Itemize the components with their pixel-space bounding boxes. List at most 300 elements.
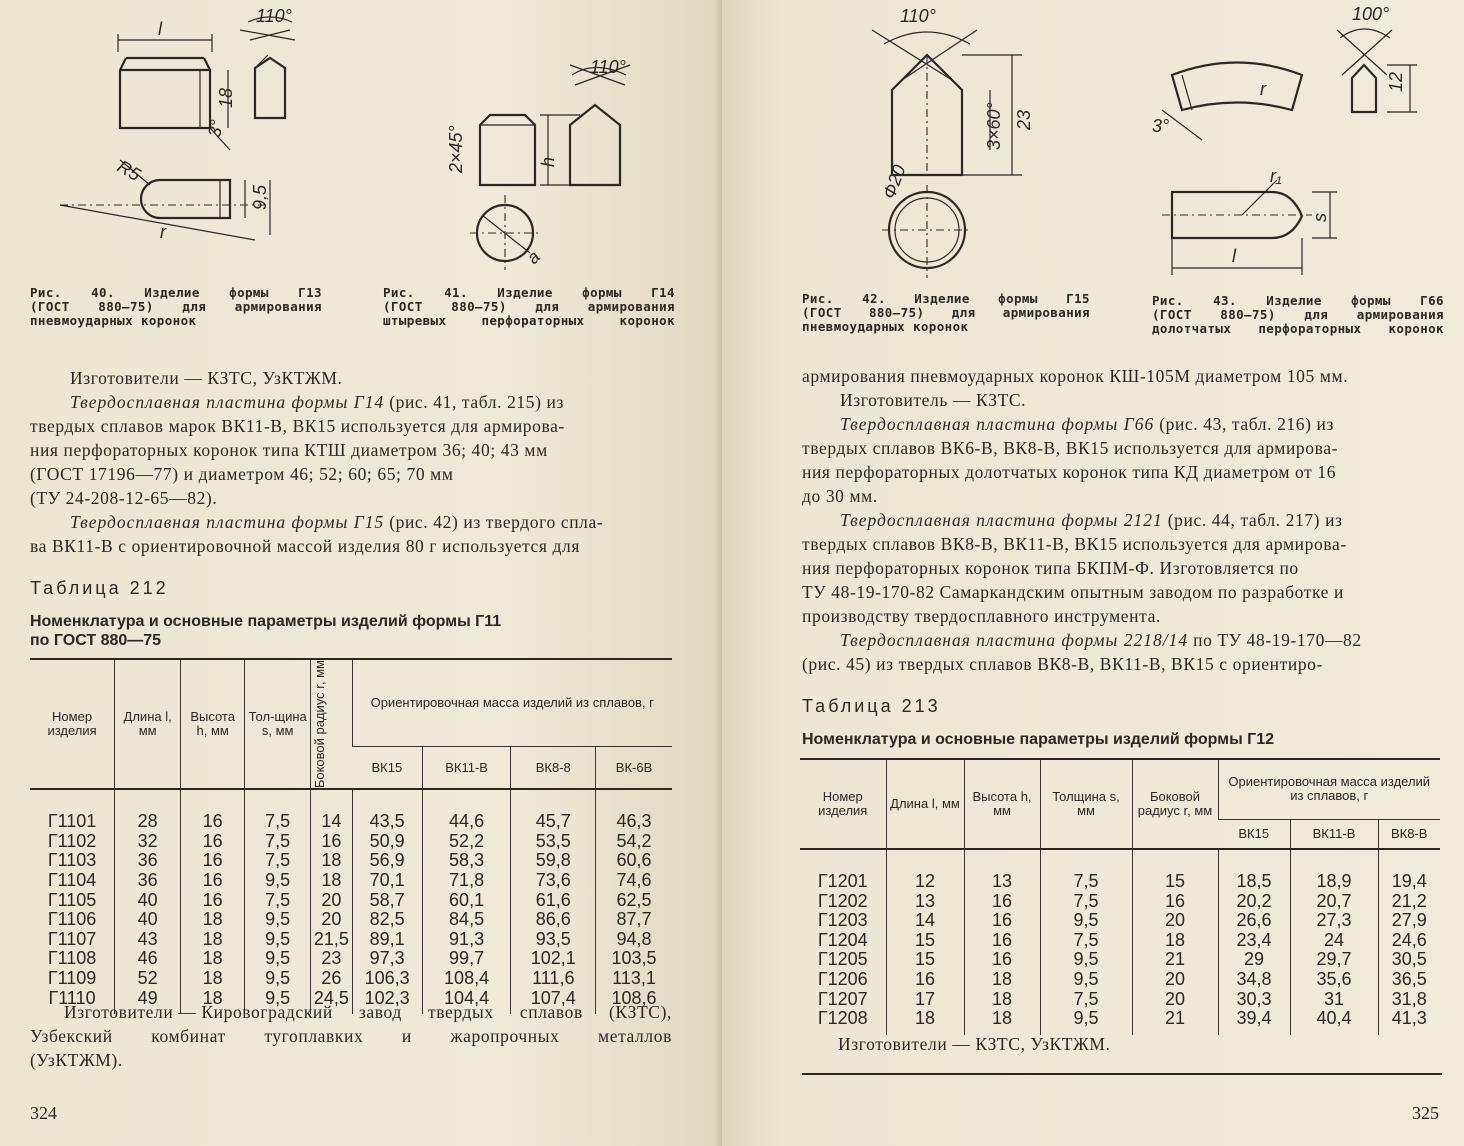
table-row xyxy=(30,949,672,969)
figure-40-drawing xyxy=(50,0,310,270)
table-cell: 84,5 xyxy=(422,910,511,930)
table-cell: 9,5 xyxy=(245,871,311,891)
table-cell: 18 xyxy=(964,1009,1040,1035)
body-line-text: (рис. 45) из твердых сплавов ВК8-В, ВК11-В, ВК15 с ориентиро- xyxy=(802,654,1323,674)
table-row xyxy=(800,970,1440,990)
fig43-s-label: s xyxy=(1310,213,1330,222)
page-number-left: 324 xyxy=(30,1103,57,1123)
body-line xyxy=(802,652,1442,676)
body-line-text: до 30 мм. xyxy=(802,486,878,506)
table-cell: 32 xyxy=(115,832,181,852)
cell-item-number: Г1208 xyxy=(817,1008,868,1029)
fig41-cap-word: 880—75) xyxy=(451,299,507,314)
table-212-number: Таблица 212 xyxy=(30,578,169,598)
figure-43-caption xyxy=(1152,294,1444,336)
table-cell: 14 xyxy=(311,789,352,832)
table-cell: 28 xyxy=(115,789,181,832)
cell-item-number: Г1103 xyxy=(47,850,97,871)
table-row xyxy=(800,931,1440,951)
fig40-thickness-label: 9,5 xyxy=(250,184,270,210)
table-cell: 18 xyxy=(886,1009,964,1035)
table-cell: 27,9 xyxy=(1378,911,1440,931)
fig42-cap-word: 42. xyxy=(862,291,886,306)
table-cell: 36 xyxy=(115,851,181,871)
body-line-text: (рис. 43, табл. 216) из xyxy=(1154,414,1335,434)
figure-41-caption xyxy=(383,286,675,328)
th-height: Высота h, мм xyxy=(964,759,1040,849)
body-line xyxy=(30,534,672,558)
table-212-title-line2: по ГОСТ 880—75 xyxy=(30,632,162,649)
table-cell: 46 xyxy=(115,949,181,969)
table-cell: 18 xyxy=(964,970,1040,990)
table-cell: 59,8 xyxy=(511,851,596,871)
table-cell: 15 xyxy=(886,931,964,951)
fig41-cap-word: для xyxy=(535,299,560,314)
table-cell: 103,5 xyxy=(596,949,672,969)
table-cell: 16 xyxy=(181,871,245,891)
table-cell: 43 xyxy=(115,930,181,950)
footer-word: Изготовители — Кировоградский xyxy=(64,1002,333,1022)
table-cell: 86,6 xyxy=(511,910,596,930)
table-cell: 9,5 xyxy=(1040,970,1132,990)
cell-item-number: Г1202 xyxy=(817,890,868,911)
table-row xyxy=(30,930,672,950)
table-cell: 17 xyxy=(886,990,964,1010)
table-cell: 40 xyxy=(115,910,181,930)
table-cell: 87,7 xyxy=(596,910,672,930)
figure-43-drawing xyxy=(1152,0,1452,285)
table-cell: 14 xyxy=(886,911,964,931)
body-line-text: по ТУ 48-19-170—82 xyxy=(1188,630,1362,650)
table-cell: 36 xyxy=(115,871,181,891)
table-cell: 34,8 xyxy=(1218,970,1290,990)
fig42-height-label: 23 xyxy=(1014,109,1034,130)
table-cell: 108,4 xyxy=(422,969,511,989)
table-cell: 54,2 xyxy=(596,832,672,852)
table-cell: 7,5 xyxy=(245,832,311,852)
table-row xyxy=(30,969,672,989)
body-line-text: (рис. 41, табл. 215) из xyxy=(384,392,565,412)
table-cell: 9,5 xyxy=(1040,1009,1132,1035)
body-line xyxy=(802,532,1442,556)
table-cell: 74,6 xyxy=(596,871,672,891)
fig41-cap-word: армирования xyxy=(587,299,675,314)
table-cell: 94,8 xyxy=(596,930,672,950)
body-line-italic: Твердосплавная пластина формы Г66 xyxy=(840,414,1155,434)
fig42-cap-word: Изделие xyxy=(914,291,970,306)
th-alloy: ВК8-В xyxy=(1378,819,1440,849)
table-cell: 102,3 xyxy=(352,989,422,1015)
table-cell: 29 xyxy=(1218,950,1290,970)
table-cell: 18 xyxy=(181,949,245,969)
fig40-cap-word: 880—75) xyxy=(98,299,154,314)
body-line xyxy=(30,486,672,510)
table-cell: 9,5 xyxy=(245,910,311,930)
table-cell: 31 xyxy=(1290,990,1378,1010)
body-line xyxy=(802,364,1442,388)
body-line xyxy=(30,510,672,534)
table-row xyxy=(30,910,672,930)
table-cell: 16 xyxy=(181,891,245,911)
table-cell: 21,5 xyxy=(311,930,352,950)
table-cell: 20,7 xyxy=(1290,892,1378,912)
footer-line xyxy=(30,1000,672,1024)
table-cell: 89,1 xyxy=(352,930,422,950)
table-cell: 52,2 xyxy=(422,832,511,852)
body-line-text: Изготовитель — КЗТС. xyxy=(840,390,1027,410)
fig40-r-label: r xyxy=(160,222,166,242)
fig42-diameter-label: Ф20 xyxy=(878,162,910,202)
footer-word: металлов xyxy=(598,1026,672,1046)
table-cell: 99,7 xyxy=(422,949,511,969)
fig40-cap-word: Изделие xyxy=(144,285,200,300)
fig41-h-label: h xyxy=(538,156,558,167)
cell-item-number: Г1105 xyxy=(47,889,97,910)
cell-item-number: Г1108 xyxy=(47,948,97,969)
table-cell: 24,5 xyxy=(311,989,352,1015)
table-cell: 7,5 xyxy=(1040,849,1132,892)
page-number-right: 325 xyxy=(1412,1103,1439,1123)
table-cell: 97,3 xyxy=(352,949,422,969)
table-cell: 15 xyxy=(886,950,964,970)
fig40-cap-word: армирования xyxy=(234,299,322,314)
fig43-cap-word: 880—75) xyxy=(1220,307,1276,322)
footer-word: Узбекский xyxy=(30,1026,113,1046)
th-radius-text: Боковой радиус r, мм xyxy=(312,660,328,789)
table-row xyxy=(800,911,1440,931)
fig42-cap-word: (ГОСТ xyxy=(802,305,842,320)
table-cell: 41,3 xyxy=(1378,1009,1440,1035)
th-alloy: ВК11-В xyxy=(422,747,511,789)
table-cell: 18 xyxy=(181,969,245,989)
body-line-text: твердых сплавов ВК8-В, ВК11-В, ВК15 используется для армирова- xyxy=(802,534,1347,554)
table-cell: 16 xyxy=(886,970,964,990)
left-page xyxy=(0,0,722,1146)
table-cell: 18 xyxy=(311,871,352,891)
fig40-length-label: l xyxy=(158,19,162,39)
table-cell: 43,5 xyxy=(352,789,422,832)
cell-item-number: Г1106 xyxy=(47,909,97,930)
fig41-cap-word: формы xyxy=(582,285,622,300)
table-cell: 7,5 xyxy=(245,789,311,832)
cell-item-number: Г1110 xyxy=(48,987,96,1008)
fig43-angle-label: 100° xyxy=(1352,4,1390,24)
table-cell: 30,5 xyxy=(1378,950,1440,970)
fig41-chamfer-label: 2×45° xyxy=(446,125,466,173)
table-cell: 56,9 xyxy=(352,851,422,871)
cell-item-number: Г1204 xyxy=(817,929,868,950)
table-cell: 62,5 xyxy=(596,891,672,911)
table-cell: 9,5 xyxy=(245,989,311,1015)
table-cell: 107,4 xyxy=(511,989,596,1015)
cell-item-number: Г1107 xyxy=(47,928,97,949)
table-cell: 13 xyxy=(886,892,964,912)
fig40-angle-label: 110° xyxy=(256,6,292,26)
fig42-chamfer-label: 3×60° xyxy=(984,102,1004,150)
fig43-cap-word: долотчатых xyxy=(1152,321,1232,336)
table-cell: 20 xyxy=(1132,911,1218,931)
table-cell: 26,6 xyxy=(1218,911,1290,931)
table-cell: 15 xyxy=(1132,849,1218,892)
th-thickness: Толщина s, мм xyxy=(1040,759,1132,849)
th-length: Длина l, мм xyxy=(886,759,964,849)
fig43-l-label: l xyxy=(1232,246,1236,266)
fig41-cap-word: штыревых xyxy=(383,313,447,328)
body-line-text: ния перфораторных коронок типа КТШ диаметром 36; 40; 43 мм xyxy=(30,440,548,460)
fig40-cap-word: Рис. xyxy=(30,285,62,300)
table-cell: 9,5 xyxy=(1040,911,1132,931)
footer-word: жаропрочных xyxy=(450,1026,560,1046)
fig42-cap-word: Рис. xyxy=(802,291,834,306)
cell-item-number: Г1207 xyxy=(817,988,868,1009)
table-cell: 82,5 xyxy=(352,910,422,930)
table-cell: 36,5 xyxy=(1378,970,1440,990)
th-height: Высота h, мм xyxy=(181,659,245,789)
th-mass: Ориентировочная масса изделий из сплавов, г xyxy=(352,659,672,747)
fig42-cap-word: 880—75) xyxy=(868,305,925,320)
table-cell: 7,5 xyxy=(1040,892,1132,912)
table-cell: 20 xyxy=(1132,970,1218,990)
th-alloy: ВК15 xyxy=(1218,819,1290,849)
table-row xyxy=(800,892,1440,912)
th-number: Номер изделия xyxy=(30,659,115,789)
table-cell: 16 xyxy=(964,911,1040,931)
cell-item-number: Г1102 xyxy=(47,830,97,851)
table-cell: 102,1 xyxy=(511,949,596,969)
table-cell: 18 xyxy=(181,989,245,1015)
table-cell: 18 xyxy=(1132,931,1218,951)
th-alloy: ВК11-В xyxy=(1290,819,1378,849)
th-length: Длина l, мм xyxy=(115,659,181,789)
right-body-text xyxy=(802,364,1442,676)
table-212-title-line1: Номенклатура и основные параметры изделий формы Г11 xyxy=(30,613,502,630)
th-radius: Боковой радиус r, мм xyxy=(1132,759,1218,849)
table-row xyxy=(30,832,672,852)
table-cell: 93,5 xyxy=(511,930,596,950)
fig43-cap-word: Г66 xyxy=(1420,293,1444,308)
table-212-title xyxy=(30,612,670,650)
fig43-cap-word: формы xyxy=(1351,293,1391,308)
fig41-a-label: a xyxy=(522,246,544,268)
body-line xyxy=(30,438,672,462)
fig41-cap-word: 41. xyxy=(444,285,468,300)
body-line xyxy=(802,556,1442,580)
body-line-text: (ГОСТ 17196—77) и диаметром 46; 52; 60; 65; 70 мм xyxy=(30,464,454,484)
table-cell: 23,4 xyxy=(1218,931,1290,951)
th-mass: Ориентировочная масса изделий из сплавов, г xyxy=(1218,759,1440,819)
table-row xyxy=(800,990,1440,1010)
table-cell: 26 xyxy=(311,969,352,989)
fig40-cap-word: (ГОСТ xyxy=(30,299,70,314)
footer-word: и xyxy=(401,1026,412,1046)
table-cell: 31,8 xyxy=(1378,990,1440,1010)
table-212-body xyxy=(30,789,672,1014)
table-cell: 18 xyxy=(311,851,352,871)
fig43-cap-word: коронок xyxy=(1388,321,1444,336)
fig43-r-label: r xyxy=(1260,79,1266,99)
table-cell: 111,6 xyxy=(511,969,596,989)
table-cell: 20 xyxy=(311,891,352,911)
body-line-text: (рис. 42) из твердого спла- xyxy=(384,512,604,532)
fig43-cap-word: перфораторных xyxy=(1258,321,1362,336)
fig42-cap-word: для xyxy=(951,305,976,320)
table-cell: 9,5 xyxy=(245,930,311,950)
footer-word: (КЗТС), xyxy=(608,1002,672,1022)
table-213-title: Номенклатура и основные параметры изделий формы Г12 xyxy=(802,731,1275,748)
fig43-cap-word: Рис. xyxy=(1152,293,1184,308)
table-cell: 18 xyxy=(964,990,1040,1010)
cell-item-number: Г1203 xyxy=(817,910,868,931)
body-line xyxy=(802,580,1442,604)
table-cell: 53,5 xyxy=(511,832,596,852)
footer-line: (УзКТЖМ). xyxy=(30,1050,123,1070)
table-cell: 16 xyxy=(181,832,245,852)
fig42-angle-label: 110° xyxy=(900,6,936,26)
body-line-text: ва ВК11-В с ориентировочной массой изделия 80 г используется для xyxy=(30,536,581,556)
table-cell: 9,5 xyxy=(245,949,311,969)
table-cell: 16 xyxy=(964,892,1040,912)
fig41-angle-label: 110° xyxy=(590,57,626,77)
table-cell: 29,7 xyxy=(1290,950,1378,970)
footer-word: комбинат xyxy=(151,1026,226,1046)
table-cell: 21 xyxy=(1132,950,1218,970)
left-footer-text xyxy=(30,1000,672,1072)
body-line xyxy=(802,604,1442,628)
body-line xyxy=(802,460,1442,484)
table-cell: 7,5 xyxy=(1040,931,1132,951)
table-cell: 108,6 xyxy=(596,989,672,1015)
table-cell: 16 xyxy=(311,832,352,852)
footer-word: твердых xyxy=(428,1002,494,1022)
body-line xyxy=(802,436,1442,460)
body-line xyxy=(30,414,672,438)
table-cell: 40 xyxy=(115,891,181,911)
table-cell: 30,3 xyxy=(1218,990,1290,1010)
table-row xyxy=(800,1009,1440,1035)
table-213-number: Таблица 213 xyxy=(802,696,941,716)
fig40-cap-word: Г13 xyxy=(298,285,322,300)
fig43-cap-word: (ГОСТ xyxy=(1152,307,1192,322)
table-cell: 58,3 xyxy=(422,851,511,871)
body-line xyxy=(802,484,1442,508)
body-line-text: твердых сплавов ВК6-В, ВК8-В, ВК15 используется для армирова- xyxy=(802,438,1339,458)
table-cell: 20 xyxy=(1132,990,1218,1010)
table-cell: 9,5 xyxy=(245,969,311,989)
table-cell: 61,6 xyxy=(511,891,596,911)
body-line xyxy=(30,462,672,486)
table-cell: 20 xyxy=(311,910,352,930)
table-cell: 19,4 xyxy=(1378,849,1440,892)
table-cell: 71,8 xyxy=(422,871,511,891)
table-213-body xyxy=(800,849,1440,1035)
body-line xyxy=(30,366,672,390)
fig40-cap-word: 40. xyxy=(91,285,115,300)
bottom-rule xyxy=(802,1073,1442,1075)
table-cell: 13 xyxy=(964,849,1040,892)
table-cell: 21,2 xyxy=(1378,892,1440,912)
body-line-text: производству твердосплавного инструмента. xyxy=(802,606,1161,626)
table-cell: 106,3 xyxy=(352,969,422,989)
table-row xyxy=(30,871,672,891)
left-body-text xyxy=(30,366,672,558)
th-number: Номер изделия xyxy=(800,759,886,849)
fig42-cap-word: Г15 xyxy=(1066,291,1090,306)
table-row xyxy=(30,851,672,871)
table-212 xyxy=(30,658,672,1014)
figure-40-caption xyxy=(30,286,322,328)
table-cell: 39,4 xyxy=(1218,1009,1290,1035)
body-line-text: (ТУ 24-208-12-65—82). xyxy=(30,488,218,508)
fig43-cap-word: для xyxy=(1304,307,1329,322)
table-cell: 52 xyxy=(115,969,181,989)
body-line-text: твердых сплавов марок ВК11-В, ВК15 используется для армирова- xyxy=(30,416,565,436)
table-cell: 20,2 xyxy=(1218,892,1290,912)
body-line-italic: Твердосплавная пластина формы 2218/14 xyxy=(840,630,1189,650)
table-row xyxy=(800,950,1440,970)
th-thickness: Тол-щина s, мм xyxy=(245,659,311,789)
body-line-italic: Твердосплавная пластина формы Г14 xyxy=(70,392,385,412)
footer-word: завод xyxy=(358,1002,402,1022)
table-cell: 91,3 xyxy=(422,930,511,950)
table-cell: 60,1 xyxy=(422,891,511,911)
body-line-text: армирования пневмоударных коронок КШ-105М диаметром 105 мм. xyxy=(802,366,1349,386)
table-cell: 49 xyxy=(115,989,181,1015)
fig41-cap-word: Рис. xyxy=(383,285,415,300)
body-line-text: Изготовители — КЗТС, УзКТЖМ. xyxy=(70,368,343,388)
fig43-cap-word: 43. xyxy=(1213,293,1237,308)
table-row xyxy=(30,789,672,832)
body-line xyxy=(802,628,1442,652)
figure-42-drawing xyxy=(872,0,1072,285)
table-cell: 45,7 xyxy=(511,789,596,832)
fig40-cap-word: формы xyxy=(229,285,269,300)
cell-item-number: Г1101 xyxy=(47,811,97,832)
fig40-cap-word: для xyxy=(182,299,207,314)
table-row xyxy=(30,891,672,911)
table-cell: 23 xyxy=(311,949,352,969)
fig42-cap-word: армирования xyxy=(1002,305,1090,320)
figure-41-drawing xyxy=(430,55,670,275)
table-cell: 7,5 xyxy=(245,891,311,911)
cell-item-number: Г1109 xyxy=(47,967,97,988)
th-alloy: ВК15 xyxy=(352,747,422,789)
table-cell: 16 xyxy=(181,851,245,871)
table-cell: 21 xyxy=(1132,1009,1218,1035)
body-line xyxy=(802,508,1442,532)
cell-item-number: Г1205 xyxy=(817,949,868,970)
body-line-text: ТУ 48-19-170-82 Самаркандским опытным заводом по разработке и xyxy=(802,582,1344,602)
body-line xyxy=(30,390,672,414)
right-footer-text xyxy=(838,1032,1438,1056)
fig40-bevel-label: 3° xyxy=(204,118,227,139)
footer-word: тугоплавких xyxy=(264,1026,364,1046)
table-cell: 35,6 xyxy=(1290,970,1378,990)
fig41-cap-word: (ГОСТ xyxy=(383,299,423,314)
fig43-height-label: 12 xyxy=(1386,71,1406,92)
table-cell: 70,1 xyxy=(352,871,422,891)
table-cell: 18 xyxy=(181,930,245,950)
table-cell: 113,1 xyxy=(596,969,672,989)
fig40-height-label: 18 xyxy=(216,87,236,108)
fig43-cap-word: армирования xyxy=(1356,307,1444,322)
th-alloy: ВК8-8 xyxy=(511,747,596,789)
table-cell: 104,4 xyxy=(422,989,511,1015)
table-cell: 60,6 xyxy=(596,851,672,871)
fig40-cap-line3: пневмоударных коронок xyxy=(30,313,197,328)
th-alloy: ВК-6В xyxy=(596,747,672,789)
fig41-cap-word: коронок xyxy=(619,313,675,328)
table-cell: 50,9 xyxy=(352,832,422,852)
